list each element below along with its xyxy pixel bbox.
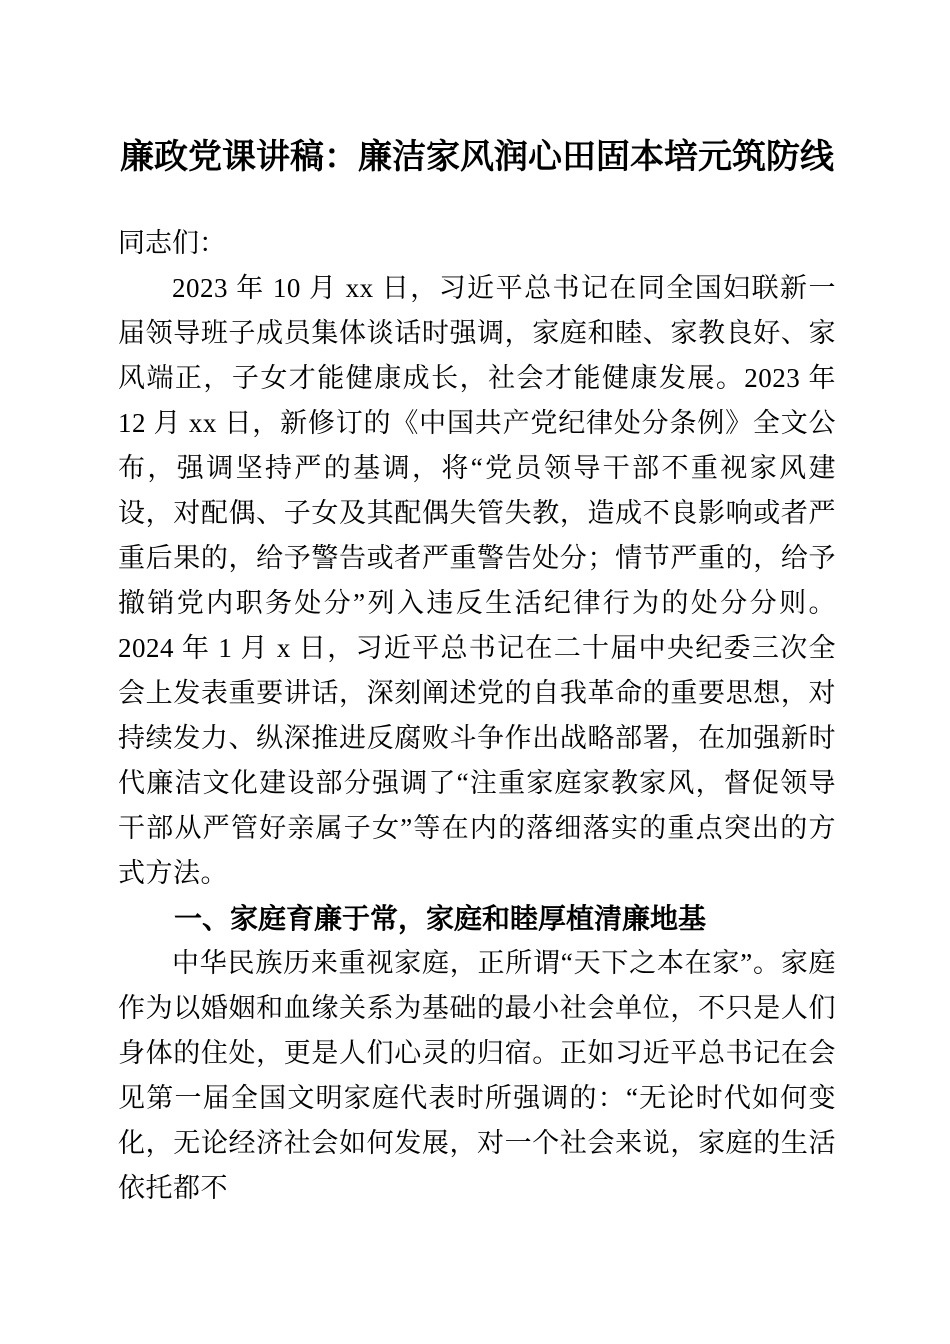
- salutation: 同志们：: [118, 228, 226, 258]
- section-heading-1: 一、家庭育廉于常，家庭和睦厚植清廉地基: [174, 903, 707, 934]
- paragraph-intro: 2023 年 10 月 xx 日，习近平总书记在同全国妇联新一届领导班子成员集体谈话时强调，家庭和睦、家教良好、家风端正，子女才能健康成长，社会才能健康发展。2023 年 12 月 xx 日，新修订的《中国共产党纪律处分条例》全文公布，强调坚持严的基调，将“党员领导干部不重视家风建设，对配偶、子女及其配偶失管失教，造成不良影响或者严重后果的，给予警告或者严重警告处分；情节严重的，给予撤销党内职务处分”列入违反生活纪律行为的处分分则。2024 年 1 月 x 日，习近平总书记在二十届中央纪委三次全会上发表重要讲话，深刻阐述党的自我革命的重要思想，对持续发力、纵深推进反腐败斗争作出战略部署，在加强新时代廉洁文化建设部分强调了“注重家庭家教家风，督促领导干部从严管好亲属子女”等在内的落细落实的重点突出的方式方法。: [118, 273, 836, 888]
- document-title: 廉政党课讲稿：廉洁家风润心田固本培元筑防线: [120, 139, 834, 176]
- paragraph-section-1-body: 中华民族历来重视家庭，正所谓“天下之本在家”。家庭作为以婚姻和血缘关系为基础的最小社会单位，不只是人们身体的住处，更是人们心灵的归宿。正如习近平总书记在会见第一届全国文明家庭代表时所强调的：“无论时代如何变化，无论经济社会如何发展，对一个社会来说，家庭的生活依托都不: [118, 948, 836, 1203]
